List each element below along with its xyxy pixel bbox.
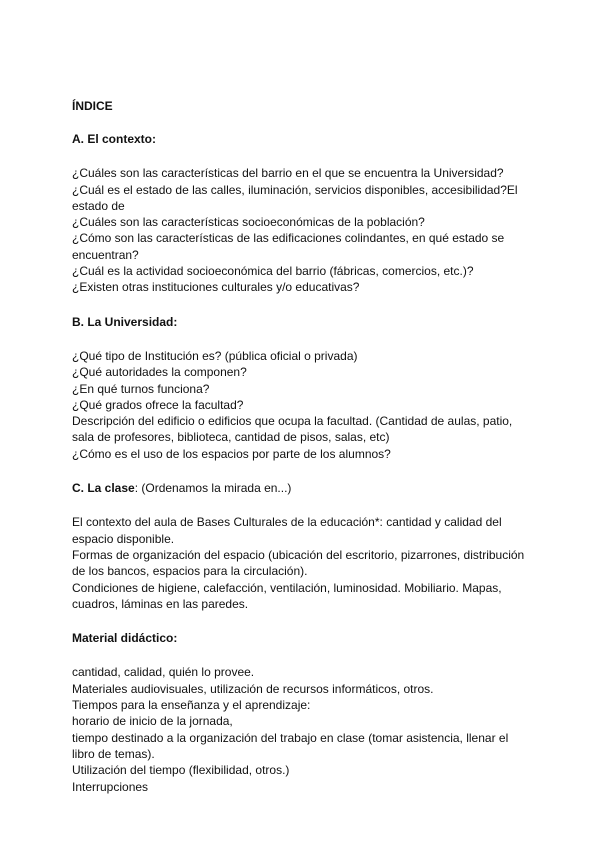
section-a-line: ¿Existen otras instituciones culturales y/o educativas? (72, 280, 360, 295)
section-b-heading (72, 314, 532, 330)
document-title: ÍNDICE (72, 99, 113, 113)
section-c-line: El contexto del aula de Bases Culturales de la educación*: cantidad y calidad del espacio disponible. (72, 515, 502, 546)
section-b-line: ¿En qué turnos funciona? (72, 381, 210, 396)
section-a-heading-text: A. El contexto: (72, 132, 157, 146)
section-a-line: ¿Cuáles son las características socioeconómicas de la población? (72, 215, 425, 230)
section-c-heading-suffix: : (Ordenamos la mirada en...) (134, 481, 292, 496)
section-a-line: ¿Cuál es el estado de las calles, iluminación, servicios disponibles, accesibilidad?El estado de (72, 182, 518, 213)
material-line: Tiempos para la enseñanza y el aprendizaje: (72, 698, 311, 713)
section-c-heading (72, 480, 532, 496)
material-line: Materiales audiovisuales, utilización de recursos informáticos, otros. (72, 681, 434, 696)
material-line: Utilización del tiempo (flexibilidad, otros.) (72, 763, 290, 778)
section-c-line: Formas de organización del espacio (ubicación del escritorio, pizarrones, distribución de los bancos, espacios para la circulación). (72, 547, 525, 579)
section-c-line: Condiciones de higiene, calefacción, ventilación, luminosidad. Mobiliario. Mapas, cuadros, láminas en las paredes. (72, 580, 502, 611)
material-line: tiempo destinado a la organización del trabajo en clase (tomar asistencia, llenar el libro de temas). (72, 730, 509, 761)
material-line: horario de inicio de la jornada, (72, 714, 233, 729)
material-heading (72, 630, 532, 646)
section-a-line: ¿Cómo son las características de las edificaciones colindantes, en qué estado se encuentran? (72, 231, 505, 262)
section-c-heading-text: C. La clase (72, 481, 135, 496)
material-heading-text: Material didáctico: (72, 631, 178, 646)
section-b-heading-text: B. La Universidad: (72, 314, 178, 329)
section-b-line: ¿Qué grados ofrece la facultad? (72, 397, 244, 412)
section-b-line: ¿Qué autoridades la componen? (72, 365, 247, 380)
document-page (72, 98, 532, 795)
section-a-line: ¿Cuáles son las características del barrio en el que se encuentra la Universidad? (72, 166, 504, 181)
section-b-line: Descripción del edificio o edificios que ocupa la facultad. (Cantidad de aulas, patio, sala de profesores, biblioteca, cantidad de pisos, salas, etc) (72, 414, 513, 445)
section-b-line: ¿Cómo es el uso de los espacios por parte de los alumnos? (72, 446, 391, 461)
material-line: cantidad, calidad, quién lo provee. (72, 665, 255, 680)
material-line: Interrupciones (72, 779, 149, 794)
section-a-heading (72, 131, 532, 147)
section-a-line: ¿Cuál es la actividad socioeconómica del barrio (fábricas, comercios, etc.)? (72, 264, 474, 279)
section-b-line: ¿Qué tipo de Institución es? (pública oficial o privada) (72, 348, 358, 363)
